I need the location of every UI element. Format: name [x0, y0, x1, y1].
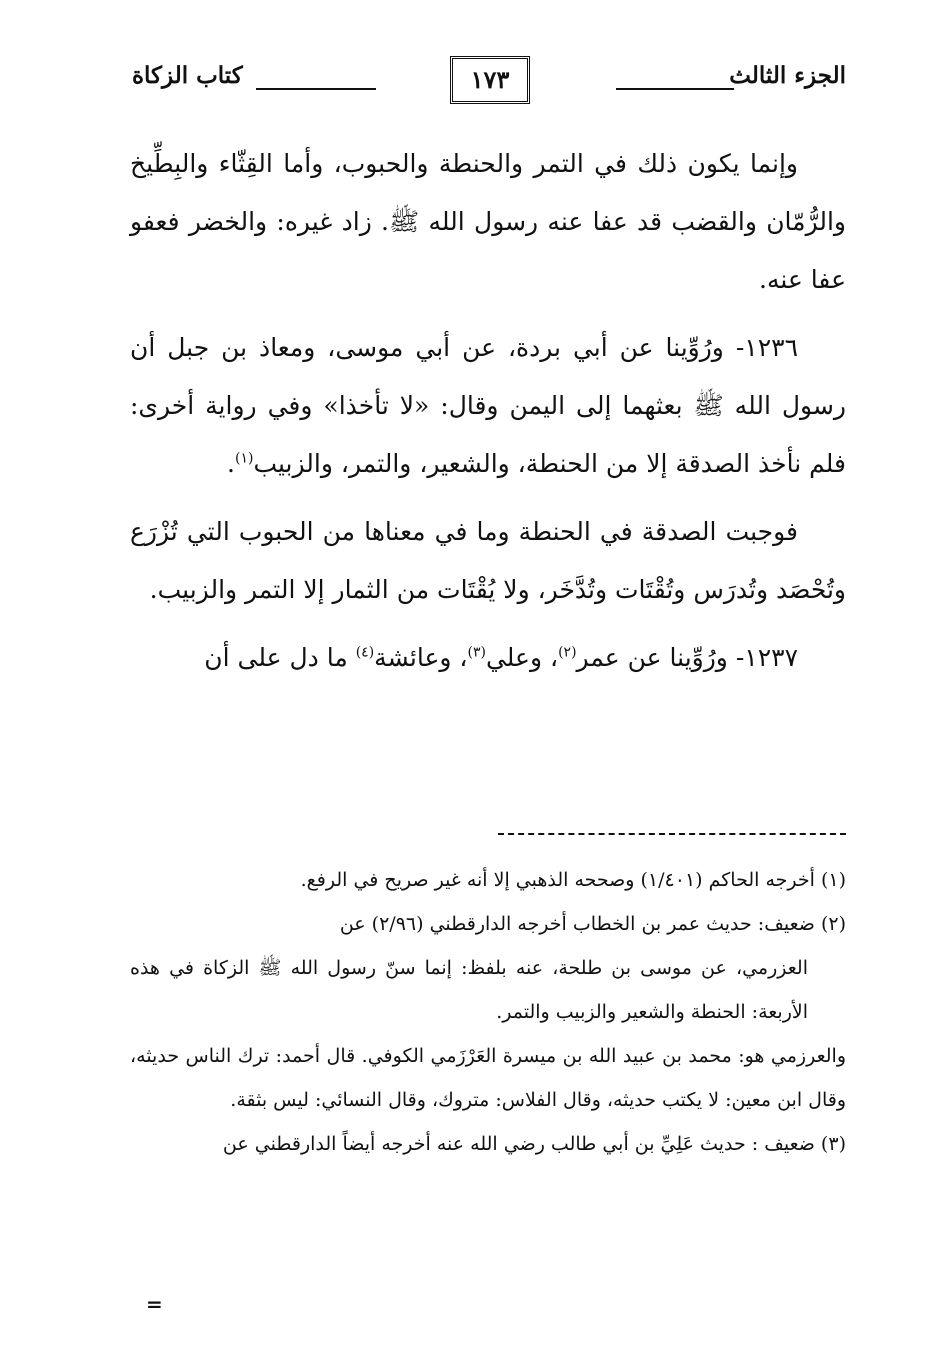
- footnote-2-first-line: (٢) ضعيف: حديث عمر بن الخطاب أخرجه الدارقطني (٢/٩٦) عن: [339, 913, 846, 935]
- footnote-2-paragraph-2: والعرزمي هو: محمد بن عبيد الله بن ميسرة العَرْزَمي الكوفي. قال أحمد: ترك الناس حديثه، وقال ابن معين: لا يكتب حديثه، وقال الفلاس: متروك، وقال النسائي: ليس بثقة.: [130, 1045, 846, 1111]
- footnote-3: (٣) ضعيف : حديث عَلِيِّ بن أبي طالب رضي الله عنه أخرجه أيضاً الدارقطني عن: [222, 1133, 846, 1155]
- main-text: [130, 135, 846, 697]
- header-rule-left: [256, 88, 376, 90]
- hadith-1237-text-c: ، وعائشة: [374, 643, 468, 672]
- hadith-1236-end: .: [227, 449, 235, 478]
- paragraph-3: فوجبت الصدقة في الحنطة وما في معناها من الحبوب التي تُزْرَع وتُحْصَد وتُدرَس وتُقْتَات وتُدَّخَر، ولا يُقْتَات من الثمار إلا التمر والزبيب.: [130, 517, 846, 604]
- footnote-ref-3: (٣): [467, 644, 486, 661]
- footnote-separator: [498, 833, 846, 835]
- paragraph-hadith-1237: [130, 629, 846, 687]
- paragraph-hadith-1236: [130, 319, 846, 493]
- hadith-1237-text-a: ١٢٣٧- ورُوِّينا عن عمر: [576, 643, 798, 672]
- footnote-1: (١) أخرجه الحاكم (١/٤٠١) وصححه الذهبي إلا أنه غير صريح في الرفع.: [300, 869, 846, 891]
- hadith-1237-text-b: ، وعلي: [485, 643, 559, 672]
- part-title: الجزء الثالث: [729, 62, 846, 89]
- header-rule-right: [616, 88, 734, 90]
- hadith-1237-text-d: ما دل على أن: [204, 643, 356, 672]
- paragraph-1: وإنما يكون ذلك في التمر والحنطة والحبوب، وأما القِثّاء والبِطِّيخ والرُّمّان والقضب قد عفا عنه رسول الله ﷺ. زاد غيره: والخضر فعفو عفا عنه.: [130, 149, 846, 294]
- footnote-ref-1: (١): [234, 450, 254, 467]
- page-header: [132, 56, 846, 112]
- continuation-mark: =: [146, 1292, 163, 1316]
- footnote-2-continuation: العزرمي، عن موسى بن طلحة، عنه بلفظ: إنما سنّ رسول الله ﷺ الزكاة في هذه الأربعة: الحنطة والشعير والزبيب والتمر.: [130, 957, 808, 1023]
- page-number: ١٧٣: [450, 56, 530, 104]
- book-title: كتاب الزكاة: [132, 62, 243, 89]
- footnote-ref-4: (٤): [355, 644, 375, 661]
- footnotes: [130, 858, 846, 1166]
- footnote-ref-2: (٢): [558, 644, 577, 661]
- hadith-1236-text: ١٢٣٦- ورُوِّينا عن أبي بردة، عن أبي موسى، ومعاذ بن جبل أن رسول الله ﷺ بعثهما إلى اليمن وقال: «لا تأخذا» وفي رواية أخرى: فلم نأخذ الصدقة إلا من الحنطة، والشعير، والتمر، والزبيب: [130, 333, 846, 478]
